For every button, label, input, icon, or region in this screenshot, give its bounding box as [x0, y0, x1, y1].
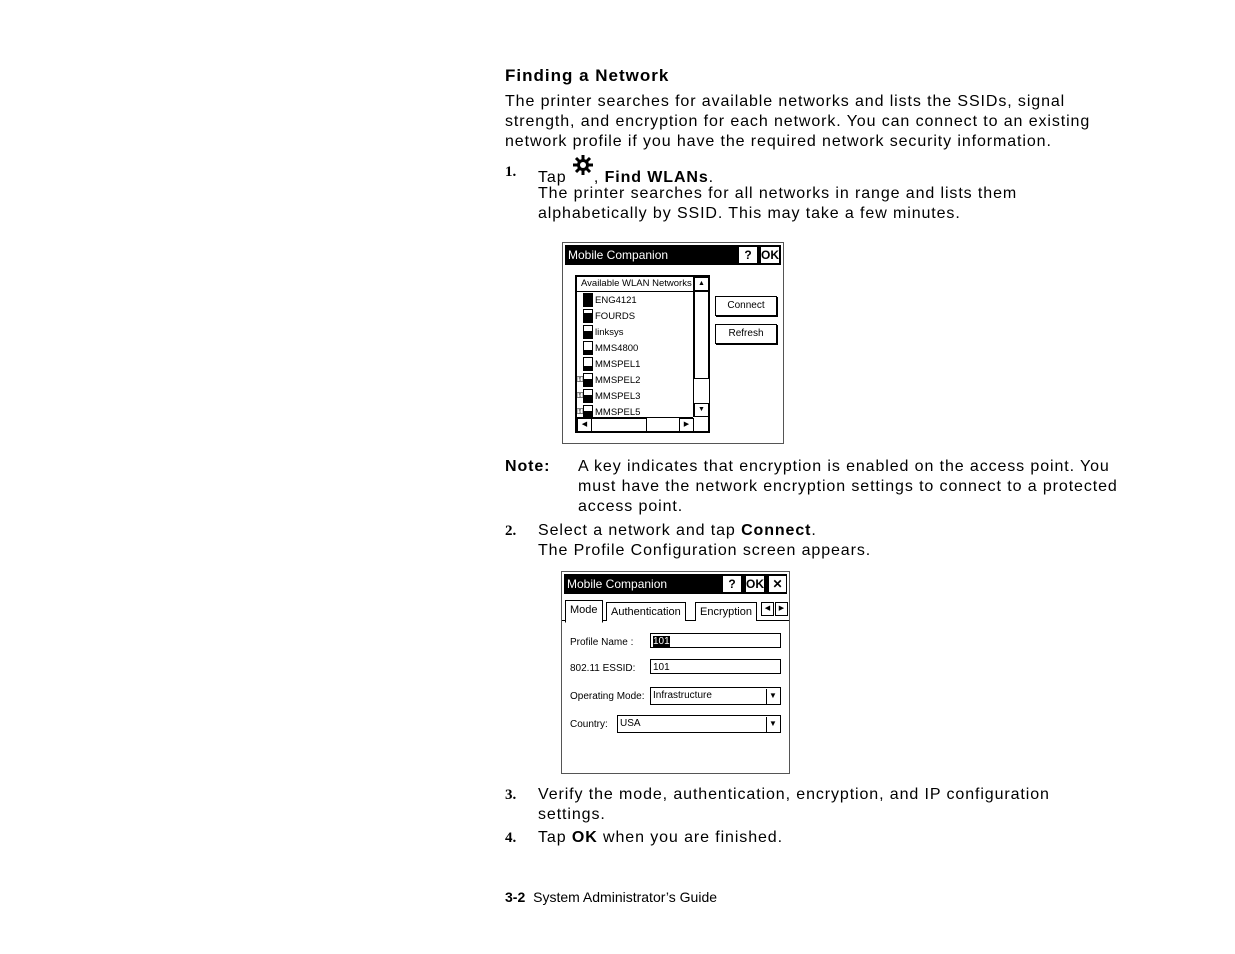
network-ssid: FOURDS	[595, 311, 636, 322]
refresh-button[interactable]: Refresh	[715, 324, 777, 344]
country-value: USA	[620, 718, 641, 729]
network-row[interactable]	[577, 309, 691, 325]
operating-mode-label: Operating Mode:	[570, 691, 645, 702]
footer-title: System Administrator’s Guide	[533, 889, 718, 905]
network-ssid: ENG4121	[595, 295, 637, 306]
step-bold: Find WLANs	[604, 169, 709, 186]
network-ssid: MMSPEL1	[595, 359, 641, 370]
step-2-text	[538, 521, 817, 541]
step-number: 1.	[505, 164, 517, 180]
note-line: must have the network encryption settings to connect to a protected	[578, 478, 1118, 495]
key-icon: ⚿	[577, 375, 584, 385]
signal-strength-icon	[583, 293, 593, 307]
page-number: 3-2	[505, 889, 526, 905]
tab-scroll-left-icon[interactable]: ◀	[761, 602, 774, 616]
step-suffix: when you are finished.	[603, 829, 783, 846]
country-label: Country:	[570, 719, 608, 730]
step-text: Select a network and tap	[538, 522, 736, 539]
signal-strength-icon	[583, 389, 593, 403]
network-row[interactable]	[577, 325, 691, 341]
network-row[interactable]	[577, 293, 691, 309]
intro-paragraph	[505, 92, 1090, 152]
step-suffix: .	[811, 522, 817, 539]
detail-line: alphabetically by SSID. This may take a few minutes.	[538, 205, 961, 222]
country-select[interactable]	[617, 715, 781, 733]
title-bar	[564, 574, 787, 594]
window-title: Mobile Companion	[567, 577, 668, 591]
wlan-screenshot	[562, 242, 784, 444]
signal-strength-icon	[583, 309, 593, 323]
network-ssid: linksys	[595, 327, 624, 338]
step-4-text	[538, 828, 783, 848]
chevron-down-icon[interactable]: ▼	[766, 717, 779, 732]
step-bold: OK	[571, 829, 598, 846]
wlan-list[interactable]	[575, 275, 710, 433]
operating-mode-value: Infrastructure	[653, 690, 712, 701]
horizontal-scrollbar[interactable]	[577, 417, 693, 432]
key-icon: ⚿	[577, 407, 584, 417]
step-number: 4.	[505, 830, 517, 846]
step-number: 2.	[505, 523, 517, 539]
signal-strength-icon	[583, 357, 593, 371]
signal-strength-icon	[583, 325, 593, 339]
close-icon[interactable]: ✕	[768, 575, 787, 593]
network-row[interactable]	[577, 389, 691, 405]
tab-authentication[interactable]: Authentication	[606, 602, 686, 621]
profile-screenshot	[561, 571, 790, 774]
step-text: Tap	[538, 829, 567, 846]
network-ssid: MMSPEL2	[595, 375, 641, 386]
intro-line: strength, and encryption for each network. You can connect to an existing	[505, 113, 1091, 130]
help-button[interactable]: ?	[738, 246, 758, 264]
scroll-thumb[interactable]	[694, 291, 709, 379]
signal-strength-icon	[583, 373, 593, 387]
list-header: Available WLAN Networks	[577, 277, 695, 292]
network-row[interactable]	[577, 373, 691, 389]
step-line: Verify the mode, authentication, encryption, and IP configuration	[538, 786, 1050, 803]
step-number: 3.	[505, 787, 517, 803]
tab-scroll-right-icon[interactable]: ▶	[775, 602, 788, 616]
step-suffix: .	[708, 169, 715, 186]
signal-strength-icon	[583, 341, 593, 355]
vertical-scrollbar[interactable]	[693, 277, 709, 417]
scroll-down-icon[interactable]: ▼	[694, 403, 709, 417]
note-label: Note:	[505, 458, 551, 475]
step-bold: Connect	[741, 522, 812, 539]
step-text: Tap	[538, 169, 567, 186]
network-row[interactable]	[577, 357, 691, 373]
network-ssid: MMSPEL3	[595, 391, 641, 402]
scroll-right-icon[interactable]: ▶	[679, 418, 694, 432]
network-ssid: MMS4800	[595, 343, 639, 354]
network-row[interactable]	[577, 341, 691, 357]
step-2-detail: The Profile Configuration screen appears.	[538, 542, 872, 559]
ok-button[interactable]: OK	[761, 248, 779, 262]
intro-line: network profile if you have the required network security information.	[505, 133, 1052, 150]
profile-name-value: 101	[653, 636, 670, 647]
scroll-up-icon[interactable]: ▲	[694, 277, 709, 291]
network-ssid: MMSPEL5	[595, 407, 641, 418]
essid-input[interactable]: 101	[650, 659, 781, 674]
step-1-detail	[538, 184, 1017, 224]
window-title: Mobile Companion	[568, 248, 669, 262]
intro-line: The printer searches for available networks and lists the SSIDs, signal	[505, 93, 1066, 110]
key-icon: ⚿	[577, 391, 584, 401]
note-line: A key indicates that encryption is enabled on the access point. You	[578, 458, 1110, 475]
detail-line: The printer searches for all networks in range and lists them	[538, 185, 1018, 202]
note-text	[578, 457, 1118, 517]
connect-button[interactable]: Connect	[715, 296, 777, 316]
step-3-text	[538, 785, 1050, 825]
h-scroll-thumb[interactable]	[591, 418, 647, 432]
operating-mode-select[interactable]	[650, 687, 781, 705]
scroll-left-icon[interactable]: ◀	[577, 418, 592, 432]
profile-name-input[interactable]	[650, 633, 781, 648]
section-heading: Finding a Network	[505, 66, 670, 85]
title-bar	[565, 245, 781, 265]
step-separator: ,	[593, 169, 600, 186]
note-line: access point.	[578, 498, 684, 515]
step-line: settings.	[538, 806, 606, 823]
ok-button[interactable]: OK	[746, 577, 764, 591]
help-button[interactable]: ?	[722, 575, 742, 593]
profile-name-label: Profile Name :	[570, 637, 634, 648]
chevron-down-icon[interactable]: ▼	[766, 689, 779, 704]
tab-encryption[interactable]: Encryption	[695, 602, 757, 621]
tab-mode[interactable]: Mode	[565, 600, 603, 623]
page-footer	[505, 889, 717, 905]
essid-label: 802.11 ESSID:	[570, 663, 636, 674]
settings-gear-icon	[572, 154, 594, 176]
